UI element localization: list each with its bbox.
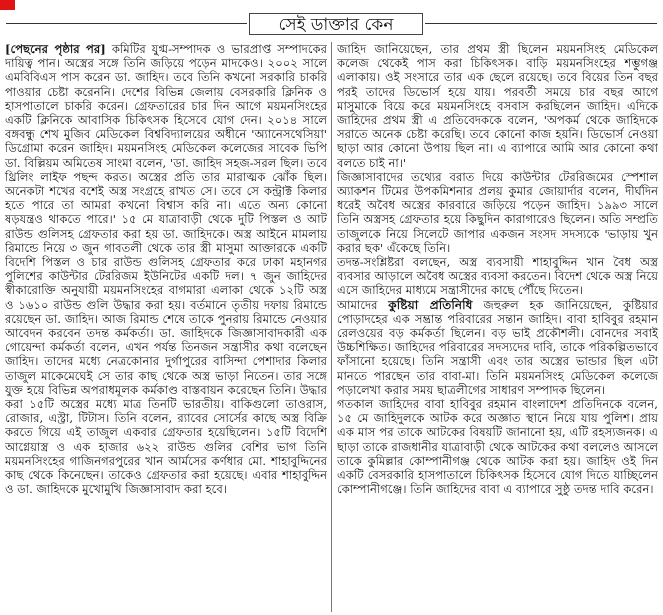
left-paragraph-text: কমিটির যুগ্ম-সম্পাদক ও ভারপ্রাপ্ত সম্পাদকের দায়িত্ব পান। অস্ত্রের সঙ্গে তিনি জড়িয়ে পড়েন মাদকেও। ২০০২ সালে এমবিবিএস পাস করেন ডা. জাহিদ। তবে তিনি কখনো সরকারি চাকরি পাওয়ার চেষ্টা করেননি। দেশের বিভিন্ন জেলায় বেসরকারি ক্লিনিক ও হাসপাতালে চাকরি করেন। গ্রেফতারের চার দিন আগে ময়মনসিংহের একটি ক্লিনিকে আবাসিক চিকিৎসক হিসেবে যোগ দেন। ২০১৪ সালে বঙ্গবন্ধু শেখ মুজিব মেডিকেল বিশ্ববিদ্যালয়ের অধীনে 'অ্যানেসথেসিয়া' ডিগ্রোমা করেন জাহিদ। ময়মনসিংহ মেডিকেল কলেজের সাবেক ভিপি ডা. বিল্লিয়ম অমিতেষ সাংমা বলেন, 'ডা. জাহিদ সহজ-সরল ছিল। তবে থ্রিলিং লাইফ পছন্দ করত। অস্ত্রের প্রতি তার মারাত্মক ঝোঁক ছিল। অনেকটা শখের বশেই অস্ত্র সংগ্রহে রাখত সে। তবে সে কন্ট্রাক্ট কিলার হতে পারে তা আমরা কখনো বিশ্বাস করি না। এতে অন্য কোনো ষড়যন্ত্রও থাকতে পারে।' ১৫ মে যাত্রাবাড়ী থেকে দুটি পিস্তল ও আট রাউন্ড গুলিসহ গ্রেফতার করা হয় ডা. জাহিদকে। অস্ত্র আইনে মামলায় রিমান্ডে নিয়ে ৩ জুন গাবতলী থেকে তার স্ত্রী মাসুমা আক্তারকে একটি বিদেশি পিস্তল ও চার রাউন্ড গুলিসহ গ্রেফতার করে ঢাকা মহানগর পুলিশের কাউন্টার টেররিজম ইউনিটের একটি দল। ৭ জুন জাহিদের স্বীকারোক্তি অনুযায়ী ময়মনসিংহের বাগমারা এলাকা থেকে ১২টি অস্ত্র ও ১৬১০ রাউন্ড গুলি উদ্ধার করা হয়। বর্তমানে তৃতীয় দফায় রিমান্ডে রয়েছেন ডা. জাহিদ। আজ রিমান্ড শেষে তাকে পুনরায় রিমান্ডে নেওয়ার আবেদন করবেন তদন্ত কর্মকর্তা। ডা. জাহিদকে জিজ্ঞাসাবাদকারী এক গোয়েন্দা কর্মকর্তা বলেন, এখন পর্যন্ত তিনজন সন্ত্রাসীর কথা বলেছেন জাহিদ। তাদের মধ্যে নেত্রকোনার দুর্গাপুরের বাসিন্দা পেশাদার কিলার তাজুল মাকেমেঘেই সে তার কাছ থেকে অস্ত্র ভাড়া নিতেন। তার সঙ্গে যুক্ত হয়ে বিভিন্ন অপরাধমূলক কর্মকাণ্ড বাস্তবায়ন করেছেন তিনি। উদ্ধার করা ১৫টি অস্ত্রের মধ্যে মাত্র তিনটি ভারতীয়। বাকিগুলো তাওরাস, রোজার, এস্ট্রা, টিটাস। তিনি বলেন, র‍্যাবের সোর্সের কাছে অস্ত্র বিক্রি করতে গিয়ে এই তাজুল একবার গ্রেফতার হয়েছিলেন। ১৫টি বিদেশি আগ্নেয়াস্ত্র ও এক হাজার ৬২২ রাউন্ড গুলির বেশির ভাগ তিনি ময়মনসিংহের গাজিনগরপুরের খান আর্মসের কর্ণধার মো. শাহাবুদ্দিনের কাছ থেকে কিনেছেন। তাকেও গ্রেফতার করা হয়েছে। এবার শাহাবুদ্দিন ও ডা. জাহিদকে মুখোমুখি জিজ্ঞাসাবাদ করা হবে। [5, 42, 327, 497]
right-column [337, 42, 658, 614]
closing-paragraph: গতকাল জাহিদের বাবা হাবিবুর রহমান বাংলাদেশ প্রতিদিনকে বলেন, ১৫ মে জাহিদুলকে আটক করে অজ্ঞাত স্থানে নিয়ে যায় পুলিশ। প্রায় এক মাস পর তাকে আটকের বিষয়টি জানানো হয়, এটি রহস্যজনক। এ ছাড়া তাকে রাজধানীর যাত্রাবাড়ী থেকে আটকের কথা বললেও আসলে তাকে কুমিল্লার কোম্পানীগঞ্জ থেকে আটক করা হয়। জাহিদ ওই দিন একটি বেসরকারি হাসপাতালে চিকিৎসক হিসেবে যোগ দিতে যাচ্ছিলেন কোম্পানীগঞ্জে। তিনি জাহিদের বাবা এ ব্যাপারে সুষ্ঠু তদন্ত দাবি করেন। [337, 397, 658, 497]
right-paragraph-1: জাহিদ জানিয়েছেন, তার প্রথম স্ত্রী ছিলেন ময়মনসিংহ মেডিকেল কলেজ থেকেই পাস করা চিকিৎসক। বাড়ি ময়মনসিংহের শম্ভুগঞ্জ এলাকায়। ওই সংসারে তার এক ছেলে রয়েছে। তবে বিয়ের তিন বছর পরই তাদের ডিভোর্স হয়ে যায়। পরবর্তী সময়ে চার বছর আগে মাসুমাকে বিয়ে করে ময়মনসিংহে বসবাস করছিলেন জাহিদ। এদিকে জাহিদের প্রথম স্ত্রী এ প্রতিবেদককে বলেন, 'অপকর্ম থেকে জাহিদকে সরাতে অনেক চেষ্টা করেছি। তবে কোনো কাজ হয়নি। ডিভোর্স নেওয়া ছাড়া আর কোনো উপায় ছিল না। এ ব্যাপারে আমি আর কোনো কথা বলতে চাই না।' [337, 42, 658, 170]
continuation-tag: [পেছনের পৃষ্ঠার পর] [5, 42, 106, 56]
headline-rule-left [6, 23, 247, 24]
correspondent-prefix: আমাদের [337, 297, 378, 312]
headline-rule-right [425, 23, 657, 24]
headline-band [0, 13, 663, 35]
correspondent-label: কুষ্টিয়া প্রতিনিধি [388, 297, 473, 312]
correspondent-text: জহুরুল হক জানিয়েছেন, কুষ্টিয়ার পোড়াদহের এক সম্ভ্রান্ত পরিবারের সন্তান জাহিদ। বাবা হাবিবুর রহমান রেলওয়ের বড় কর্মকর্তা ছিলেন। বড় ভাই প্রকৌশলী। বোনদের সবাই উচ্চশিক্ষিত। জাহিদের পরিবারের সদস্যদের দাবি, তাকে পরিকল্পিতভাবে ফাঁসানো হয়েছে। তিনি সন্ত্রাসী এবং তার অস্ত্রের ভান্ডার ছিল এটা মানতে পারছেন তার বাবা-মা। তিনি ময়মনসিংহ মেডিকেল কলেজে পড়ালেখা করার সময় ছাত্রলীগের সাধারণ সম্পাদক ছিলেন। [337, 297, 658, 397]
left-column [5, 42, 327, 614]
article-headline: সেই ডাক্তার কেন [249, 13, 423, 35]
right-paragraph-2: জিজ্ঞাসাবাদের তথ্যের বরাত দিয়ে কাউন্টার টেররিজমের স্পেশাল অ্যাকশন টিমের উপকমিশনার প্রলয় কুমার জোয়ার্দার বলেন, দীর্ঘদিন ধরেই অবৈধ অস্ত্রের কারবারে জড়িয়ে পড়েন জাহিদ। ১৯৯৩ সালে তিনি অস্ত্রসহ গ্রেফতার হয়ে কিছুদিন কারাগারেও ছিলেন। অতি সম্প্রতি তাজুলকে নিয়ে সিলেটে জাপার একজন সংসদ সদস্যকে 'ভাড়ায় খুন করার ছক' এঁকেছে তিনি। [337, 169, 658, 255]
section-color-tab [0, 0, 15, 10]
right-paragraph-3: তদন্ত-সংশ্লিষ্টরা বলছেন, অস্ত্র ব্যবসায়ী শাহাবুদ্দিন খান বৈধ অস্ত্র ব্যবসার আড়ালে অবৈধ অস্ত্রের ব্যবসা করতেন। বিদেশ থেকে অস্ত্র নিয়ে এসে জাহিদের মাধ্যমে সন্ত্রাসীদের কাছে পৌঁছে দিতেন। [337, 255, 658, 298]
column-divider [331, 42, 332, 612]
correspondent-paragraph [337, 298, 658, 397]
left-paragraph [5, 42, 327, 497]
